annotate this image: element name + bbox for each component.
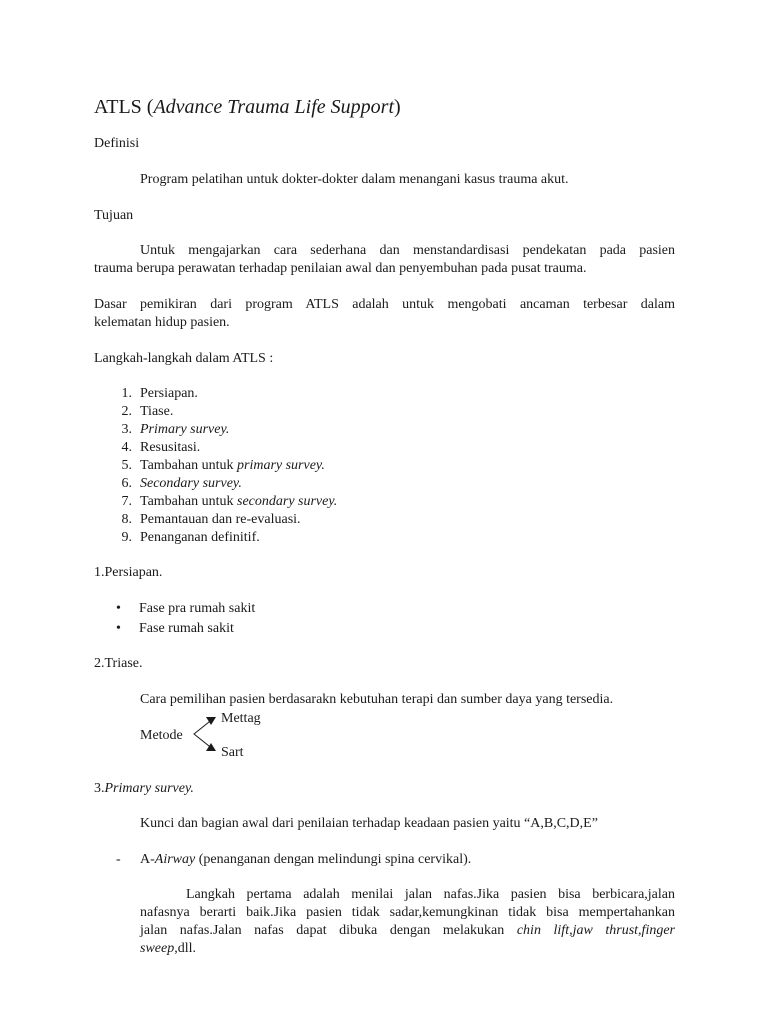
definisi-text: Program pelatihan untuk dokter-dokter dalam menangani kasus trauma akut. xyxy=(140,172,569,187)
step-item: 1. Persiapan. xyxy=(121,386,198,401)
triase-heading: 2.Triase. xyxy=(94,656,143,671)
definisi-heading: Definisi xyxy=(94,136,140,151)
list-item: • Fase pra rumah sakit xyxy=(116,601,256,616)
persiapan-heading: 1.Persiapan. xyxy=(94,565,163,580)
dasar-line-2: kelematan hidup pasien. xyxy=(94,315,230,330)
tujuan-heading: Tujuan xyxy=(94,208,134,223)
langkah-pertama-line-3: jalan nafas.Jalan nafas dapat dibuka dengan melakukan chin lift,jaw thrust,finger xyxy=(140,923,675,938)
kunci-text: Kunci dan bagian awal dari penilaian terhadap keadaan pasien yaitu “A,B,C,D,E” xyxy=(140,816,598,831)
title-main: ATLS ( xyxy=(94,96,154,118)
title-close: ) xyxy=(394,96,401,118)
step-item: 3. Primary survey. xyxy=(121,422,230,437)
dasar-line-1: Dasar pemikiran dari program ATLS adalah untuk mengobati ancaman terbesar dalam xyxy=(94,297,675,312)
step-item: 4. Resusitasi. xyxy=(121,440,201,455)
metode-option-mettag: Mettag xyxy=(221,711,261,726)
tujuan-line-1: Untuk mengajarkan cara sederhana dan menstandardisasi pendekatan pada pasien xyxy=(140,243,675,258)
langkah-pertama-line-2: nafasnya berarti baik.Jika pasien tidak sadar,kemungkinan tidak bisa mempertahankan xyxy=(140,905,675,920)
document-title xyxy=(94,95,401,119)
persiapan-bullet-list xyxy=(116,600,255,638)
langkah-heading: Langkah-langkah dalam ATLS : xyxy=(94,351,274,366)
step-item: 7. Tambahan untuk secondary survey. xyxy=(121,494,338,509)
airway-dash: - xyxy=(116,852,121,867)
step-item: 5. Tambahan untuk primary survey. xyxy=(121,458,325,473)
step-item: 9. Penanganan definitif. xyxy=(121,530,260,545)
title-italic: Advance Trauma Life Support xyxy=(153,96,394,118)
metode-option-sart: Sart xyxy=(221,745,244,760)
airway-item: A-Airway (penanganan dengan melindungi spina cervikal). xyxy=(140,852,472,867)
langkah-pertama-line-4: sweep,dll. xyxy=(140,941,196,956)
triase-text: Cara pemilihan pasien berdasarakn kebutuhan terapi dan sumber daya yang tersedia. xyxy=(140,692,614,707)
list-item: • Fase rumah sakit xyxy=(116,621,234,636)
step-item: 2. Tiase. xyxy=(121,404,174,419)
tujuan-line-2: trauma berupa perawatan terhadap penilaian awal dan penyembuhan pada pusat trauma. xyxy=(94,261,587,276)
langkah-pertama-line-1: Langkah pertama adalah menilai jalan nafas.Jika pasien bisa berbicara,jalan xyxy=(186,887,675,902)
primary-survey-heading: 3.Primary survey. xyxy=(94,781,194,796)
steps-list xyxy=(110,385,337,547)
bullet-icon: • xyxy=(116,601,121,616)
metode-label: Metode xyxy=(140,728,183,743)
step-item: 6. Secondary survey. xyxy=(121,476,242,491)
branch-arrows-icon xyxy=(190,712,222,756)
bullet-icon: • xyxy=(116,621,121,636)
step-item: 8. Pemantauan dan re-evaluasi. xyxy=(121,512,301,527)
